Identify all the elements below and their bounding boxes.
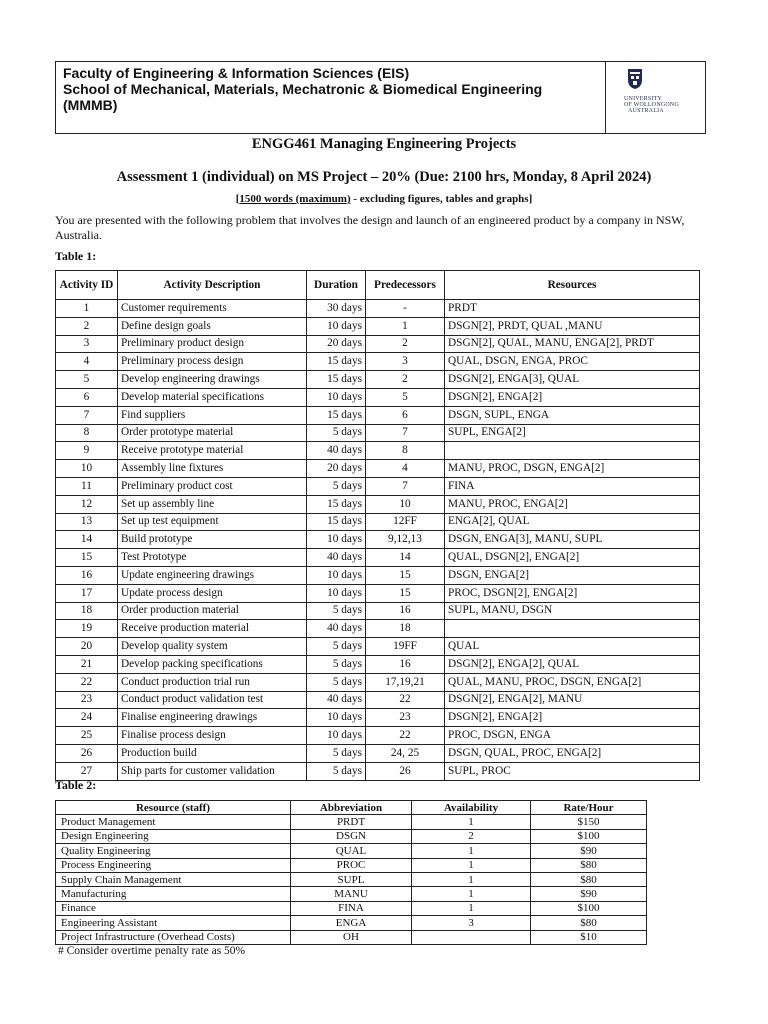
table-header-row [56, 801, 647, 815]
word-limit-note: - excluding figures, tables and graphs] [350, 193, 533, 205]
table-cell: 5 days [307, 424, 366, 442]
table-cell [445, 442, 700, 460]
col-header: Predecessors [366, 271, 445, 300]
table-cell: 26 [56, 744, 118, 762]
col-header: Activity ID [56, 271, 118, 300]
table-cell: 7 [56, 406, 118, 424]
table-cell: QUAL [291, 844, 412, 858]
table-cell: Define design goals [118, 317, 307, 335]
table-row [56, 744, 700, 762]
table-cell: ENGA[2], QUAL [445, 513, 700, 531]
table-cell: 15 days [307, 513, 366, 531]
table-cell: 30 days [307, 300, 366, 318]
table-cell: Finance [56, 901, 291, 915]
table-cell: 22 [366, 727, 445, 745]
table-cell: 1 [412, 887, 531, 901]
table-cell: 23 [56, 691, 118, 709]
table-cell: 5 days [307, 655, 366, 673]
school-abbrev-line: (MMMB) [63, 97, 118, 113]
table-cell: $150 [531, 815, 647, 829]
table-cell: 16 [366, 655, 445, 673]
table-cell: 23 [366, 709, 445, 727]
footnote: # Consider overtime penalty rate as 50% [58, 945, 246, 957]
table-cell: FINA [291, 901, 412, 915]
activity-table [55, 270, 700, 781]
table-cell: 24 [56, 709, 118, 727]
table-cell: 40 days [307, 442, 366, 460]
table-cell: 17 [56, 584, 118, 602]
table-cell: 1 [366, 317, 445, 335]
table-cell: DSGN, QUAL, PROC, ENGA[2] [445, 744, 700, 762]
table-cell: 10 days [307, 388, 366, 406]
table-cell: 18 [56, 602, 118, 620]
table-cell: 10 days [307, 709, 366, 727]
table-row [56, 691, 700, 709]
col-header: Availability [412, 801, 531, 815]
table-cell: $10 [531, 930, 647, 944]
table-cell: 20 [56, 638, 118, 656]
table-cell: MANU, PROC, ENGA[2] [445, 495, 700, 513]
table-row [56, 673, 700, 691]
table-cell: DSGN[2], ENGA[2] [445, 709, 700, 727]
col-header: Activity Description [118, 271, 307, 300]
table-cell: 9,12,13 [366, 531, 445, 549]
table-cell: 2 [366, 371, 445, 389]
table-cell: 15 [56, 549, 118, 567]
table-cell: 5 [56, 371, 118, 389]
table-cell: Finalise process design [118, 727, 307, 745]
table-cell: Build prototype [118, 531, 307, 549]
table-row [56, 638, 700, 656]
table-cell: 8 [366, 442, 445, 460]
table-cell: 1 [412, 901, 531, 915]
table-cell: 27 [56, 762, 118, 780]
table-cell: $90 [531, 844, 647, 858]
table-cell: 5 days [307, 477, 366, 495]
table-cell: 24, 25 [366, 744, 445, 762]
table-cell: SUPL, MANU, DSGN [445, 602, 700, 620]
table-cell: 20 days [307, 335, 366, 353]
header-divider [605, 62, 606, 133]
table-cell: Order prototype material [118, 424, 307, 442]
table-cell: 17,19,21 [366, 673, 445, 691]
university-logo [612, 66, 702, 130]
table-cell: $80 [531, 916, 647, 930]
table-row [56, 406, 700, 424]
col-header: Rate/Hour [531, 801, 647, 815]
logo-wordmark [624, 96, 679, 114]
table-cell: 15 days [307, 371, 366, 389]
table-cell: 3 [412, 916, 531, 930]
table-cell: Manufacturing [56, 887, 291, 901]
table-cell: 10 days [307, 531, 366, 549]
table-cell: 4 [56, 353, 118, 371]
table-cell: 15 days [307, 495, 366, 513]
table-cell: 5 days [307, 638, 366, 656]
table-row [56, 901, 647, 915]
table-cell: 5 days [307, 602, 366, 620]
table-cell: DSGN[2], ENGA[2] [445, 388, 700, 406]
table-cell: 6 [366, 406, 445, 424]
table-cell: Design Engineering [56, 829, 291, 843]
table-cell: $80 [531, 872, 647, 886]
course-title: ENGG461 Managing Engineering Projects [251, 136, 517, 152]
table-row [56, 709, 700, 727]
table-header-row [56, 271, 700, 300]
table-cell: 22 [56, 673, 118, 691]
table-cell: PRDT [291, 815, 412, 829]
logo-line: UNIVERSITY [624, 96, 662, 102]
table-cell: SUPL, ENGA[2] [445, 424, 700, 442]
table-cell: - [366, 300, 445, 318]
table-cell: 1 [412, 815, 531, 829]
table-cell: Receive prototype material [118, 442, 307, 460]
word-limit [0, 193, 768, 205]
table-cell: 15 days [307, 353, 366, 371]
table-cell: Project Infrastructure (Overhead Costs) [56, 930, 291, 944]
table-cell: 10 days [307, 584, 366, 602]
table-cell: 12FF [366, 513, 445, 531]
table-cell: Find suppliers [118, 406, 307, 424]
table-cell: DSGN [291, 829, 412, 843]
table-cell: Update engineering drawings [118, 566, 307, 584]
table-row [56, 916, 647, 930]
table-cell: Customer requirements [118, 300, 307, 318]
table-cell: Conduct product validation test [118, 691, 307, 709]
table-cell: 15 [366, 584, 445, 602]
table-cell: 15 days [307, 406, 366, 424]
table-row [56, 872, 647, 886]
table-cell: 12 [56, 495, 118, 513]
table-cell: Process Engineering [56, 858, 291, 872]
table-row [56, 353, 700, 371]
table-row [56, 477, 700, 495]
table-cell: 7 [366, 424, 445, 442]
table-cell: $90 [531, 887, 647, 901]
table-row [56, 602, 700, 620]
table-cell: Develop engineering drawings [118, 371, 307, 389]
table-row [56, 442, 700, 460]
table-cell: ENGA [291, 916, 412, 930]
table-cell: 10 [56, 460, 118, 478]
table-cell: MANU [291, 887, 412, 901]
table-cell: 13 [56, 513, 118, 531]
table-cell: FINA [445, 477, 700, 495]
table-cell: 14 [366, 549, 445, 567]
table-cell: QUAL, DSGN, ENGA, PROC [445, 353, 700, 371]
table-cell: QUAL, MANU, PROC, DSGN, ENGA[2] [445, 673, 700, 691]
table-cell: 40 days [307, 620, 366, 638]
table-cell: 40 days [307, 549, 366, 567]
table-cell: PROC, DSGN[2], ENGA[2] [445, 584, 700, 602]
table-cell: DSGN, ENGA[2] [445, 566, 700, 584]
assessment-title: Assessment 1 (individual) on MS Project – 20% (Due: 2100 hrs, Monday, 8 April 2024) [116, 169, 652, 185]
table-cell: 5 days [307, 762, 366, 780]
crest-icon [627, 68, 643, 90]
table-cell: 25 [56, 727, 118, 745]
table-row [56, 388, 700, 406]
table-row [56, 844, 647, 858]
table-cell: 1 [412, 844, 531, 858]
table-row [56, 549, 700, 567]
table-cell: 16 [56, 566, 118, 584]
table-cell: Product Management [56, 815, 291, 829]
table-cell: SUPL, PROC [445, 762, 700, 780]
table-cell [445, 620, 700, 638]
table-row [56, 424, 700, 442]
faculty-line: Faculty of Engineering & Information Sciences (EIS) [63, 65, 410, 81]
table-cell: 19FF [366, 638, 445, 656]
table-row [56, 762, 700, 780]
table-cell: Supply Chain Management [56, 872, 291, 886]
table-cell: 10 days [307, 317, 366, 335]
table-row [56, 300, 700, 318]
table-row [56, 887, 647, 901]
table-row [56, 371, 700, 389]
table-row [56, 566, 700, 584]
word-limit-value: 1500 words (maximum) [239, 193, 351, 205]
table-cell: Receive production material [118, 620, 307, 638]
table-cell: 10 days [307, 566, 366, 584]
table-cell: 1 [56, 300, 118, 318]
table-cell: DSGN[2], PRDT, QUAL ,MANU [445, 317, 700, 335]
bracket: [ [235, 193, 240, 205]
faculty-heading [63, 65, 603, 113]
table-cell: Ship parts for customer validation [118, 762, 307, 780]
table-cell: DSGN[2], ENGA[2], QUAL [445, 655, 700, 673]
table-cell: 18 [366, 620, 445, 638]
table-row [56, 930, 647, 944]
logo-line: OF WOLLONGONG [624, 102, 679, 108]
table-cell: 14 [56, 531, 118, 549]
table-cell: 5 days [307, 673, 366, 691]
table-cell: 1 [412, 858, 531, 872]
table-cell: 2 [412, 829, 531, 843]
table-cell: Order production material [118, 602, 307, 620]
logo-line: AUSTRALIA [628, 108, 664, 114]
table-row [56, 655, 700, 673]
table-cell: PROC, DSGN, ENGA [445, 727, 700, 745]
table-cell: Test Prototype [118, 549, 307, 567]
table-row [56, 815, 647, 829]
table-cell: SUPL [291, 872, 412, 886]
table-cell: PROC [291, 858, 412, 872]
table-row [56, 620, 700, 638]
table-cell: 11 [56, 477, 118, 495]
table-cell: Develop quality system [118, 638, 307, 656]
table-row [56, 495, 700, 513]
table-cell: 1 [412, 872, 531, 886]
table-cell: DSGN[2], ENGA[3], QUAL [445, 371, 700, 389]
table-cell: 16 [366, 602, 445, 620]
table-cell: DSGN[2], ENGA[2], MANU [445, 691, 700, 709]
table-cell: Preliminary product cost [118, 477, 307, 495]
table-cell: Develop packing specifications [118, 655, 307, 673]
col-header: Resource (staff) [56, 801, 291, 815]
table-cell: 3 [56, 335, 118, 353]
table-cell: Update process design [118, 584, 307, 602]
table-row [56, 513, 700, 531]
table-cell: 5 days [307, 744, 366, 762]
intro-paragraph: You are presented with the following problem that involves the design and launch of an engineered product by a company in NSW, Australia. [55, 213, 685, 242]
table-cell: 9 [56, 442, 118, 460]
table-cell: Quality Engineering [56, 844, 291, 858]
table-cell: PRDT [445, 300, 700, 318]
table-cell: 3 [366, 353, 445, 371]
table-cell: QUAL [445, 638, 700, 656]
header-box [55, 61, 706, 134]
table-row [56, 858, 647, 872]
table-cell: $100 [531, 901, 647, 915]
table-row [56, 584, 700, 602]
school-line: School of Mechanical, Materials, Mechatronic & Biomedical Engineering [63, 81, 543, 97]
table-cell: Preliminary product design [118, 335, 307, 353]
table-row [56, 317, 700, 335]
table-cell: DSGN[2], QUAL, MANU, ENGA[2], PRDT [445, 335, 700, 353]
col-header: Abbreviation [291, 801, 412, 815]
table-cell: 2 [366, 335, 445, 353]
table-cell: Conduct production trial run [118, 673, 307, 691]
table-cell: OH [291, 930, 412, 944]
table-cell: MANU, PROC, DSGN, ENGA[2] [445, 460, 700, 478]
table-cell: 21 [56, 655, 118, 673]
table-cell: Finalise engineering drawings [118, 709, 307, 727]
table-row [56, 335, 700, 353]
table-cell: 20 days [307, 460, 366, 478]
table-cell: Develop material specifications [118, 388, 307, 406]
col-header: Resources [445, 271, 700, 300]
table-cell: 22 [366, 691, 445, 709]
table-cell: Preliminary process design [118, 353, 307, 371]
table-cell: Production build [118, 744, 307, 762]
table-row [56, 531, 700, 549]
table-cell: 10 days [307, 727, 366, 745]
table-cell: 5 [366, 388, 445, 406]
table-cell: DSGN, SUPL, ENGA [445, 406, 700, 424]
table-cell: 4 [366, 460, 445, 478]
table-cell: $100 [531, 829, 647, 843]
table2-label: Table 2: [55, 778, 97, 792]
table-cell: 8 [56, 424, 118, 442]
table-cell: Engineering Assistant [56, 916, 291, 930]
table-row [56, 727, 700, 745]
table-cell: 26 [366, 762, 445, 780]
table-cell: Set up assembly line [118, 495, 307, 513]
table-cell: DSGN, ENGA[3], MANU, SUPL [445, 531, 700, 549]
table-cell: 6 [56, 388, 118, 406]
table-cell: 10 [366, 495, 445, 513]
table-cell: 2 [56, 317, 118, 335]
resource-table [55, 800, 647, 945]
table-cell: 7 [366, 477, 445, 495]
table-cell: $80 [531, 858, 647, 872]
table-row [56, 460, 700, 478]
table-cell [412, 930, 531, 944]
table-cell: Assembly line fixtures [118, 460, 307, 478]
table-cell: Set up test equipment [118, 513, 307, 531]
table-cell: QUAL, DSGN[2], ENGA[2] [445, 549, 700, 567]
table-cell: 19 [56, 620, 118, 638]
table-row [56, 829, 647, 843]
table-cell: 15 [366, 566, 445, 584]
table-cell: 40 days [307, 691, 366, 709]
col-header: Duration [307, 271, 366, 300]
table1-label: Table 1: [55, 249, 97, 263]
